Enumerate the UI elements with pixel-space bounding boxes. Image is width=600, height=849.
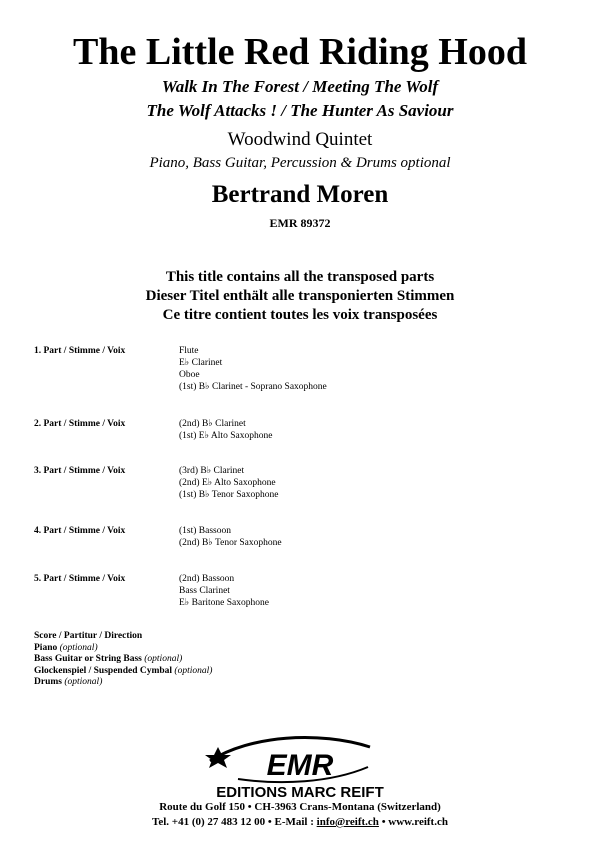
part-instruments — [179, 345, 327, 393]
extra-note: (optional) — [59, 642, 98, 653]
transposition-note-en: This title contains all the transposed parts — [165, 269, 435, 285]
optional-instruments: Piano, Bass Guitar, Percussion & Drums optional — [149, 155, 451, 171]
email-link[interactable]: info@reift.ch — [316, 816, 379, 828]
part-label: 1. Part / Stimme / Voix — [34, 346, 126, 356]
extra-note: (optional) — [144, 654, 183, 664]
extra-name: Drums — [34, 677, 62, 687]
extra-name: Piano — [34, 642, 58, 653]
extra-name: Glockenspiel / Suspended Cymbal — [34, 665, 173, 676]
extra-item-piano — [34, 643, 212, 655]
instrument: (1st) Bassoon — [179, 526, 231, 536]
extra-name: Score / Partitur / Direction — [34, 631, 143, 641]
part-label: 2. Part / Stimme / Voix — [34, 419, 126, 429]
website-text[interactable]: • www.reift.ch — [378, 816, 448, 828]
emr-logo-graphic — [200, 733, 400, 803]
instrument: Bass Clarinet — [179, 586, 230, 596]
extra-name: Bass Guitar or String Bass — [34, 654, 142, 664]
instrument: (1st) E♭ Alto Saxophone — [179, 431, 273, 441]
part-instruments — [179, 573, 269, 609]
subtitle-line-1: Walk In The Forest / Meeting The Wolf — [161, 77, 439, 96]
extra-item-score — [34, 631, 212, 643]
part-instruments — [179, 418, 272, 442]
extra-item-bass — [34, 654, 212, 666]
catalog-number: EMR 89372 — [269, 216, 331, 230]
instrument: (2nd) Bassoon — [179, 574, 235, 584]
instrument: (2nd) B♭ Tenor Saxophone — [179, 538, 282, 548]
part-label: 5. Part / Stimme / Voix — [34, 574, 126, 584]
phone-text: Tel. +41 (0) 27 483 12 00 • E-Mail : — [152, 816, 317, 828]
instrument: (3rd) B♭ Clarinet — [179, 466, 245, 476]
logo-text: EMR — [266, 749, 334, 782]
extra-item-glockenspiel — [34, 666, 212, 678]
extra-parts-list — [34, 631, 212, 689]
extra-item-drums — [34, 677, 212, 689]
part-label: 4. Part / Stimme / Voix — [34, 526, 126, 536]
transposition-note-fr: Ce titre contient toutes les voix transposées — [162, 307, 438, 323]
extra-note: (optional) — [64, 677, 103, 687]
transposition-note-de: Dieser Titel enthält alle transponierten Stimmen — [145, 288, 455, 304]
instrument: E♭ Baritone Saxophone — [179, 598, 269, 608]
extra-note: (optional) — [174, 665, 213, 676]
page-title: The Little Red Riding Hood — [73, 31, 527, 73]
instrument: (2nd) B♭ Clarinet — [179, 419, 246, 429]
ensemble: Woodwind Quintet — [227, 129, 373, 150]
publisher-contact — [0, 815, 600, 829]
publisher-name: EDITIONS MARC REIFT — [216, 784, 384, 801]
instrument: Flute — [179, 346, 199, 356]
part-instruments — [179, 465, 278, 501]
instrument: E♭ Clarinet — [179, 358, 223, 368]
publisher-address: Route du Golf 150 • CH-3963 Crans-Montana (Switzerland) — [159, 801, 441, 813]
instrument: (1st) B♭ Tenor Saxophone — [179, 490, 279, 500]
part-label: 3. Part / Stimme / Voix — [34, 466, 126, 476]
composer-name: Bertrand Moren — [211, 181, 389, 208]
publisher-logo — [200, 733, 400, 803]
instrument: (2nd) E♭ Alto Saxophone — [179, 478, 276, 488]
part-instruments — [179, 525, 282, 549]
instrument: (1st) B♭ Clarinet - Soprano Saxophone — [179, 382, 327, 392]
instrument: Oboe — [179, 370, 200, 380]
subtitle-line-2: The Wolf Attacks ! / The Hunter As Saviour — [146, 101, 454, 120]
